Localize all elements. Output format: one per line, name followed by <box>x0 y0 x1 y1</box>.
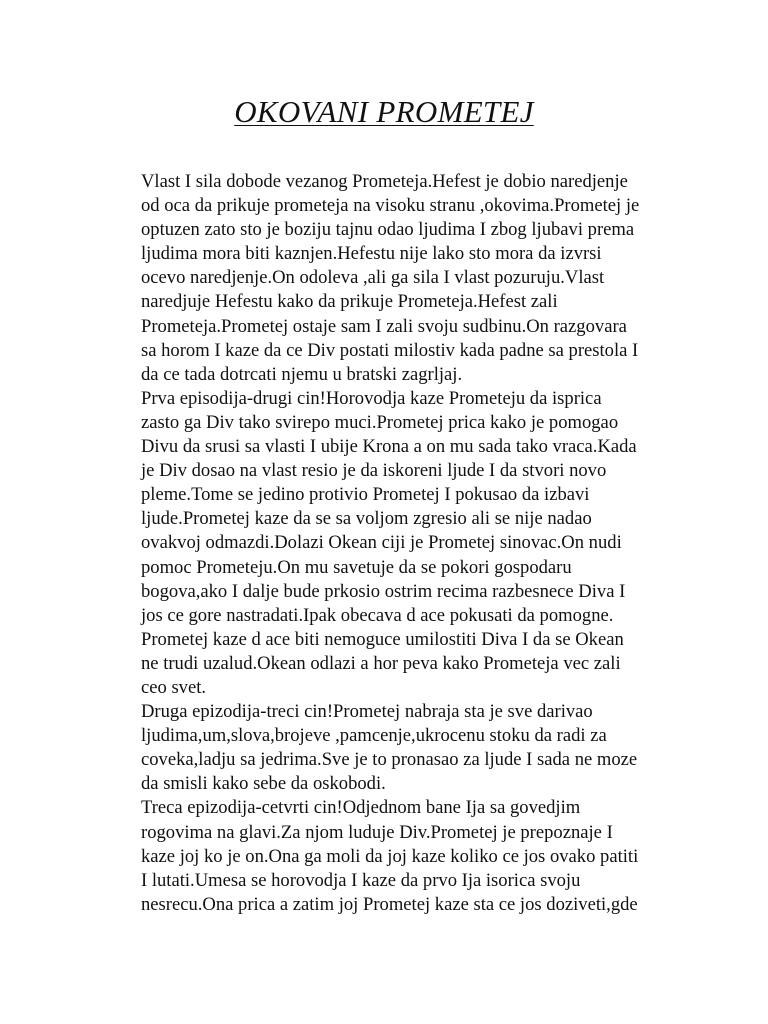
text-line: ovakvoj odmazdi.Dolazi Okean ciji je Prometej sinovac.On nudi <box>141 532 622 554</box>
text-line: coveka,ladju sa jedrima.Sve je to pronasao za ljude I sada ne moze <box>141 749 638 771</box>
text-line: Prometeja.Prometej ostaje sam I zali svoju sudbinu.On razgovara <box>141 315 627 337</box>
text-line: pleme.Tome se jedino protivio Prometej I pokusao da izbavi <box>141 484 590 506</box>
document-body <box>141 170 731 917</box>
text-line: kaze joj ko je on.Ona ga moli da joj kaze koliko ce jos ovako patiti <box>141 845 639 867</box>
text-line: optuzen zato sto je boziju tajnu odao ljudima I zbog ljubavi prema <box>141 219 635 241</box>
text-line: ljude.Prometej kaze da se sa voljom zgresio ali se nije nadao <box>141 508 592 530</box>
text-line: bogova,ako I dalje bude prkosio ostrim recima razbesnece Diva I <box>141 580 626 602</box>
text-line: Prva episodija-drugi cin!Horovodja kaze Prometeju da isprica <box>141 387 602 409</box>
text-line: Druga epizodija-treci cin!Prometej nabraja sta je sve darivao <box>141 701 593 723</box>
text-line: da smisli kako sebe da oskobodi. <box>141 773 386 795</box>
text-line: Divu da srusi sa vlasti I ubije Krona a on mu sada tako vraca.Kada <box>141 436 637 458</box>
text-line: Treca epizodija-cetvrti cin!Odjednom bane Ija sa govedjim <box>141 797 581 819</box>
text-line: ljudima mora biti kaznjen.Hefestu nije lako sto mora da izvrsi <box>141 243 602 265</box>
document-title: OKOVANI PROMETEJ <box>234 94 534 129</box>
text-line: sa horom I kaze da ce Div postati milostiv kada padne sa prestola I <box>141 339 639 361</box>
text-line: nesrecu.Ona prica a zatim joj Prometej kaze sta ce jos doziveti,gde <box>141 893 638 915</box>
text-line: Prometej kaze d ace biti nemoguce umilostiti Diva I da se Okean <box>141 628 624 650</box>
text-line: zasto ga Div tako svirepo muci.Prometej prica kako je pomogao <box>141 411 619 433</box>
text-line: ocevo naredjenje.On odoleva ,ali ga sila I vlast pozuruju.Vlast <box>141 267 605 289</box>
text-line: da ce tada dotrcati njemu u bratski zagrljaj. <box>141 363 463 385</box>
text-line: ne trudi uzalud.Okean odlazi a hor peva kako Prometeja vec zali <box>141 652 621 674</box>
text-line: ljudima,um,slova,brojeve ,pamcenje,ukrocenu stoku da radi za <box>141 725 607 747</box>
text-line: je Div dosao na vlast resio je da iskoreni ljude I da stvori novo <box>141 460 607 482</box>
text-line: ceo svet. <box>141 676 207 698</box>
text-line: jos ce gore nastradati.Ipak obecava d ace pokusati da pomogne. <box>141 604 614 626</box>
text-line: Vlast I sila dobode vezanog Prometeja.Hefest je dobio naredjenje <box>141 171 628 192</box>
text-line: pomoc Prometeju.On mu savetuje da se pokori gospodaru <box>141 556 572 578</box>
text-line: od oca da prikuje prometeja na visoku stranu ,okovima.Prometej je <box>141 195 640 217</box>
text-line: I lutati.Umesa se horovodja I kaze da prvo Ija isorica svoju <box>141 869 581 891</box>
text-line: naredjuje Hefestu kako da prikuje Prometeja.Hefest zali <box>141 291 558 313</box>
text-line: rogovima na glavi.Za njom luduje Div.Prometej je prepoznaje I <box>141 821 613 843</box>
